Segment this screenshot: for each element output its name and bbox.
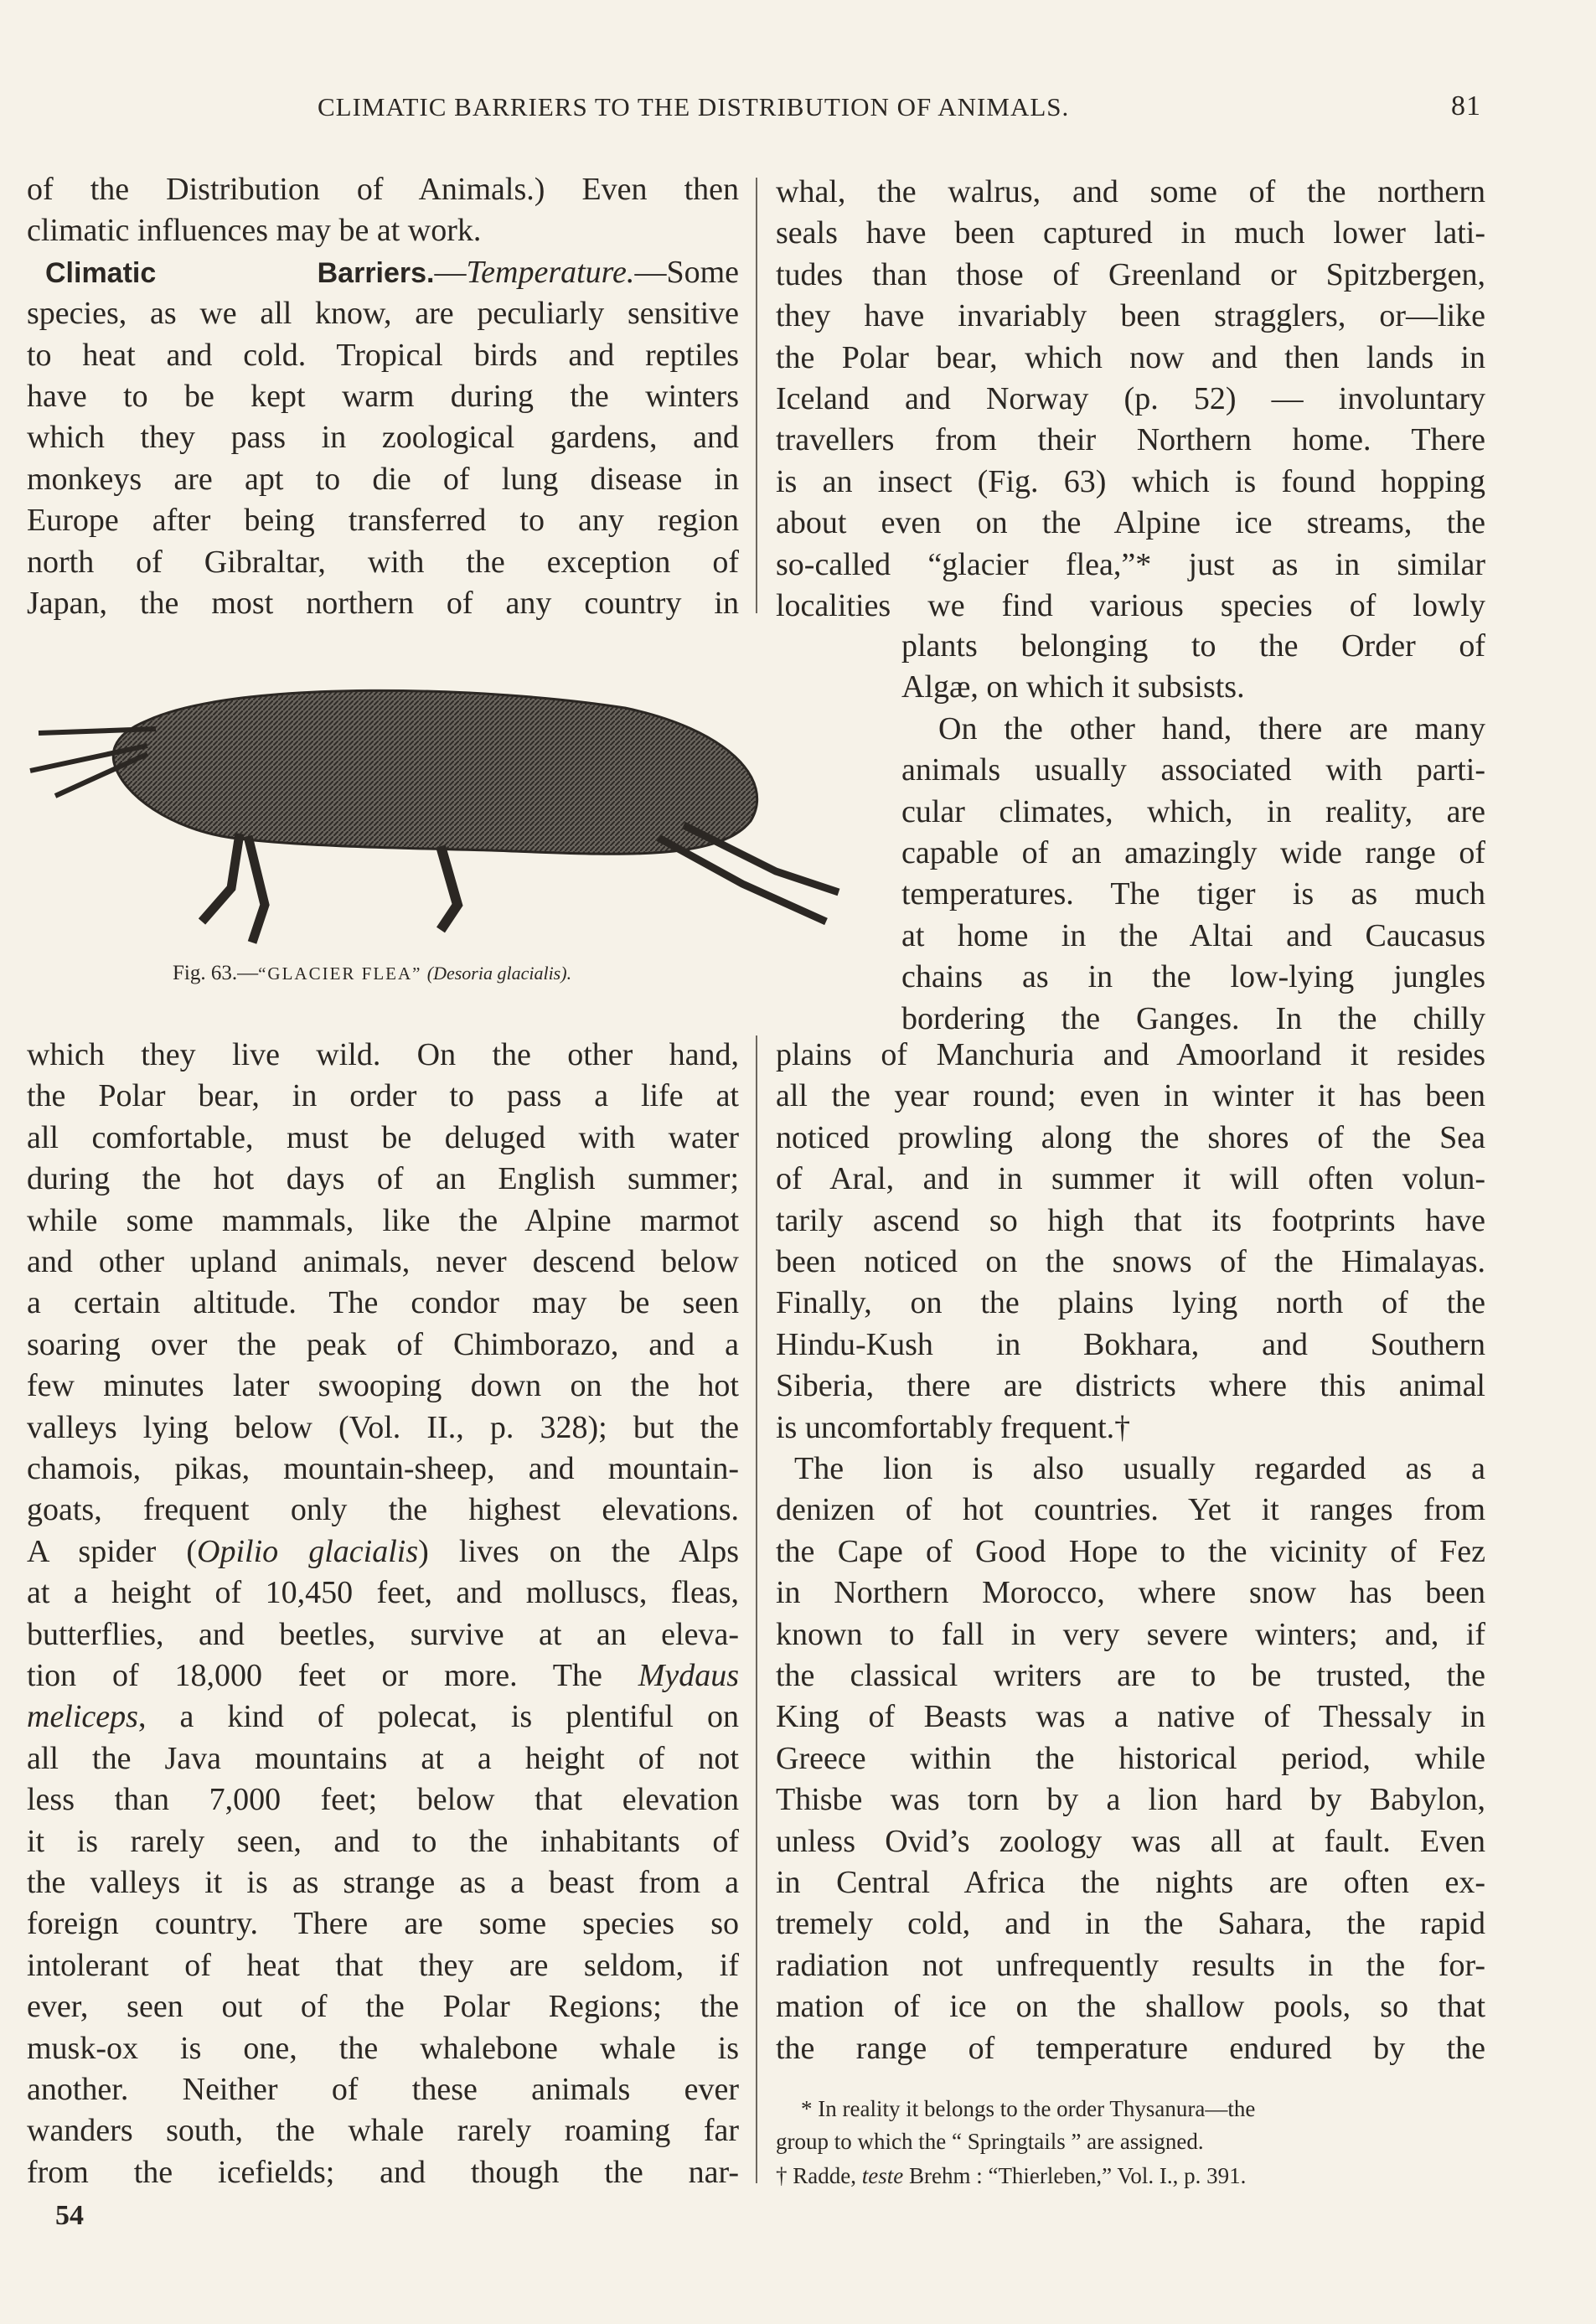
text-line: [27, 1697, 739, 1738]
text-line: in Northern Morocco, where snow has been: [776, 1575, 1485, 1610]
text-line: which they pass in zoological gardens, and: [27, 420, 739, 455]
text-line: species, as we all know, are peculiarly sensitive: [27, 296, 739, 331]
text-line: at home in the Altai and Caucasus: [901, 918, 1485, 953]
text-run: † Radde,: [776, 2163, 862, 2188]
text-line: foreign country. There are some species so: [27, 1906, 739, 1941]
text-run: —: [434, 255, 467, 290]
text-line: denizen of hot countries. Yet it ranges from: [776, 1492, 1485, 1527]
text-run: Brehm : “Thierleben,” Vol. I., p. 391.: [903, 2163, 1247, 2188]
text-line: travellers from their Northern home. There: [776, 422, 1485, 457]
text-line: animals usually associated with parti-: [901, 752, 1485, 788]
text-line: from the icefields; and though the nar-: [27, 2155, 739, 2190]
footnote-line: [776, 2161, 1485, 2191]
text-line: the range of temperature endured by the: [776, 2031, 1485, 2066]
text-line: is an insect (Fig. 63) which is found hopping: [776, 464, 1485, 499]
text-line: known to fall in very severe winters; and, if: [776, 1617, 1485, 1652]
text-run: —Some: [634, 255, 739, 290]
text-line: less than 7,000 feet; below that elevation: [27, 1782, 739, 1817]
text-line: [27, 1655, 739, 1697]
text-line: all comfortable, must be deluged with water: [27, 1120, 739, 1155]
figure-label: Fig. 63.—: [173, 962, 259, 984]
text-run: A spider (: [27, 1534, 198, 1569]
text-line: Hindu-Kush in Bokhara, and Southern: [776, 1327, 1485, 1362]
text-line: monkeys are apt to die of lung disease in: [27, 462, 739, 497]
text-run: * In reality it belongs to the order Thysanura—the: [801, 2096, 1256, 2121]
text-line: plants belonging to the Order of: [901, 628, 1485, 664]
text-line: goats, frequent only the highest elevations.: [27, 1492, 739, 1527]
text-line: soaring over the peak of Chimborazo, and a: [27, 1327, 739, 1362]
column-rule-bottom: [756, 1035, 757, 2183]
text-line: Japan, the most northern of any country in: [27, 586, 739, 621]
text-run: Temperature.: [466, 255, 635, 290]
text-run: group to which the “ Springtails ” are assigned.: [776, 2129, 1204, 2154]
text-line: valleys lying below (Vol. II., p. 328); but the: [27, 1410, 739, 1445]
running-title: CLIMATIC BARRIERS TO THE DISTRIBUTION OF ANIMALS.: [318, 92, 1070, 121]
text-line: at a height of 10,450 feet, and molluscs, fleas,: [27, 1575, 739, 1610]
text-line: north of Gibraltar, with the exception of: [27, 545, 739, 580]
text-line: butterflies, and beetles, survive at an eleva-: [27, 1617, 739, 1652]
text-line: another. Neither of these animals ever: [27, 2072, 739, 2107]
text-line: radiation not unfrequently results in the for-: [776, 1948, 1485, 1983]
text-line: tremely cold, and in the Sahara, the rapid: [776, 1906, 1485, 1941]
page-number: 81: [1451, 90, 1481, 121]
text-line: [27, 1531, 739, 1573]
text-line: in Central Africa the nights are often ex-: [776, 1865, 1485, 1900]
text-run: Opilio glacialis: [197, 1534, 419, 1569]
footnote-line: [801, 2094, 1510, 2124]
text-line: cular climates, which, in reality, are: [901, 794, 1485, 829]
text-line: about even on the Alpine ice streams, the: [776, 505, 1485, 540]
text-line: bordering the Ganges. In the chilly: [901, 1001, 1485, 1036]
text-line: whal, the walrus, and some of the northern: [776, 174, 1485, 209]
text-line: the classical writers are to be trusted, the: [776, 1658, 1485, 1693]
text-run: teste: [861, 2163, 904, 2188]
text-line: climatic influences may be at work.: [27, 213, 482, 248]
text-line: localities we find various species of lowly: [776, 588, 1485, 623]
text-line: unless Ovid’s zoology was all at fault. Even: [776, 1824, 1485, 1859]
text-line: a certain altitude. The condor may be seen: [27, 1285, 739, 1320]
text-line: tarily ascend so high that its footprints have: [776, 1203, 1485, 1238]
text-line: plains of Manchuria and Amoorland it resides: [776, 1037, 1485, 1072]
text-line: seals have been captured in much lower lati-: [776, 215, 1485, 250]
text-line: it is rarely seen, and to the inhabitants of: [27, 1824, 739, 1859]
text-line: all the year round; even in winter it has been: [776, 1078, 1485, 1113]
figure-caption: [173, 962, 571, 985]
text-line: during the hot days of an English summer;: [27, 1161, 739, 1196]
text-line: intolerant of heat that they are seldom, if: [27, 1948, 739, 1983]
text-line: the Polar bear, in order to pass a life at: [27, 1078, 739, 1113]
figure-name: “GLACIER FLEA”: [258, 963, 422, 984]
text-run: Climatic Barriers.: [45, 257, 435, 289]
column-rule-top: [756, 178, 757, 613]
text-run: , a kind of polecat, is plentiful on: [137, 1699, 739, 1734]
text-line: the Polar bear, which now and then lands in: [776, 340, 1485, 375]
text-line: The lion is also usually regarded as a: [794, 1451, 1485, 1486]
text-line: and other upland animals, never descend below: [27, 1244, 739, 1279]
text-line: have to be kept warm during the winters: [27, 379, 739, 414]
text-line: capable of an amazingly wide range of: [901, 835, 1485, 870]
text-line: so-called “glacier flea,”* just as in similar: [776, 547, 1485, 582]
text-run: ) lives on the Alps: [418, 1534, 739, 1569]
text-run: meliceps: [27, 1699, 138, 1734]
text-line: of the Distribution of Animals.) Even then: [27, 172, 739, 207]
text-line: wanders south, the whale rarely roaming far: [27, 2113, 739, 2148]
text-line: King of Beasts was a native of Thessaly in: [776, 1699, 1485, 1734]
text-line: the valleys it is as strange as a beast from a: [27, 1865, 739, 1900]
text-line: chains as in the low-lying jungles: [901, 959, 1485, 994]
text-line: temperatures. The tiger is as much: [901, 876, 1485, 912]
figure-species: (Desoria glacialis).: [426, 963, 572, 984]
text-line: is uncomfortably frequent.†: [776, 1410, 1131, 1445]
text-line: Finally, on the plains lying north of the: [776, 1285, 1485, 1320]
text-line: noticed prowling along the shores of the Sea: [776, 1120, 1485, 1155]
text-run: Mydaus: [638, 1658, 739, 1693]
text-line: Algæ, on which it subsists.: [901, 669, 1245, 705]
text-line: Greece within the historical period, while: [776, 1741, 1485, 1776]
text-line: the Cape of Good Hope to the vicinity of Fez: [776, 1534, 1485, 1569]
text-run: tion of 18,000 feet or more. The: [27, 1658, 638, 1693]
text-line: of Aral, and in summer it will often volun-: [776, 1161, 1485, 1196]
text-line: all the Java mountains at a height of not: [27, 1741, 739, 1776]
text-line: which they live wild. On the other hand,: [27, 1037, 739, 1072]
text-line: Iceland and Norway (p. 52) — involuntary: [776, 381, 1485, 416]
text-line: [45, 252, 739, 293]
folio: 54: [55, 2200, 84, 2231]
glacier-flea-illustration: [22, 670, 860, 951]
text-line: Siberia, there are districts where this animal: [776, 1368, 1485, 1403]
text-line: mation of ice on the shallow pools, so that: [776, 1989, 1485, 2024]
text-line: On the other hand, there are many: [938, 711, 1485, 746]
footnote-line: [776, 2126, 1485, 2156]
text-line: to heat and cold. Tropical birds and reptiles: [27, 338, 739, 373]
text-line: been noticed on the snows of the Himalayas.: [776, 1244, 1485, 1279]
text-line: musk-ox is one, the whalebone whale is: [27, 2031, 739, 2066]
text-line: while some mammals, like the Alpine marmot: [27, 1203, 739, 1238]
text-line: Europe after being transferred to any region: [27, 503, 739, 538]
text-line: Thisbe was torn by a lion hard by Babylon,: [776, 1782, 1485, 1817]
text-line: chamois, pikas, mountain-sheep, and mountain-: [27, 1451, 739, 1486]
text-line: they have invariably been stragglers, or—like: [776, 298, 1485, 333]
text-line: few minutes later swooping down on the hot: [27, 1368, 739, 1403]
text-line: ever, seen out of the Polar Regions; the: [27, 1989, 739, 2024]
text-line: tudes than those of Greenland or Spitzbergen,: [776, 257, 1485, 292]
